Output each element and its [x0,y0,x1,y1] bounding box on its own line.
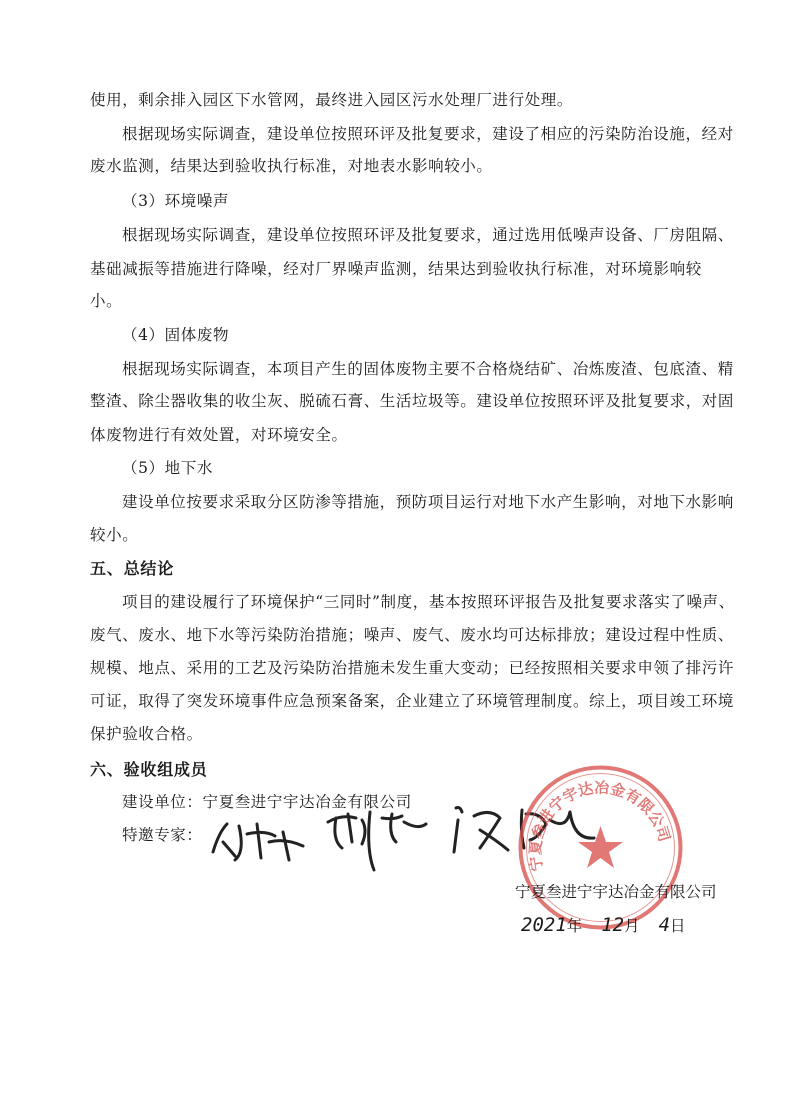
section-heading: 六、验收组成员 [90,760,208,779]
seal-star-icon [578,826,623,868]
paragraph-line: 基础减振等措施进行降噪，经对厂界噪声监测，结果达到验收执行标准，对环境影响较 [90,260,702,278]
seal-text: 宁夏叁进宁宇达冶金有限公司 [526,778,674,873]
section-heading: 五、总结论 [90,559,175,578]
paragraph-line: 建设单位按要求采取分区防渗等措施，预防项目运行对地下水产生影响，对地下水影响 [122,493,734,511]
paragraph-line: 项目的建设履行了环境保护“三同时”制度，基本按照环评报告及批复要求落实了噪声、 [122,593,735,611]
paragraph-line: 保护验收合格。 [90,725,203,743]
paragraph-line: 小。 [90,292,123,310]
section-subheading: （3）环境噪声 [122,192,230,210]
expert-signature-1 [205,812,315,867]
paragraph-line: 整渣、除尘器收集的收尘灰、脱硫石膏、生活垃圾等。建设单位按照环评及批复要求，对固 [90,392,735,410]
paragraph-line: 根据现场实际调查，本项目产生的固体废物主要不合格烧结矿、冶炼废渣、包底渣、精 [122,360,734,378]
expert-signature-2 [322,800,432,875]
section-subheading: （4）固体废物 [122,326,230,344]
date-year-unit: 年 [566,917,583,935]
paragraph-line: 使用，剩余排入园区下水管网，最终进入园区污水处理厂进行处理。 [90,91,574,109]
paragraph-line: 较小。 [90,526,139,544]
paragraph-line: 体废物进行有效处置，对环境安全。 [90,426,348,444]
invited-experts-label: 特邀专家： [122,826,203,844]
date-month: 12 [601,914,625,936]
date-month-unit: 月 [624,917,640,935]
date-day: 4 [658,914,671,936]
paragraph-line: 废气、废水、地下水等污染防治措施；噪声、废气、废水均可达标排放；建设过程中性质、 [90,626,735,644]
date-year: 2021 [521,914,567,936]
company-seal [513,760,688,935]
section-subheading: （5）地下水 [122,459,213,477]
paragraph-line: 可证，取得了突发环境事件应急预案备案，企业建立了环境管理制度。综上，项目竣工环境 [90,692,735,710]
paragraph-line: 根据现场实际调查，建设单位按照环评及批复要求，建设了相应的污染防治设施，经对 [122,125,734,143]
paragraph-line: 废水监测，结果达到验收执行标准，对地表水影响较小。 [90,157,493,175]
paragraph-line: 根据现场实际调查，建设单位按照环评及批复要求，通过选用低噪声设备、厂房阻隔、 [122,226,734,244]
date-day-unit: 日 [670,917,686,935]
paragraph-line: 规模、地点、采用的工艺及污染防治措施未发生重大变动；已经按照相关要求申领了排污许 [90,659,735,677]
construction-unit-line: 建设单位：宁夏叁进宁宇达冶金有限公司 [122,793,412,811]
signing-company: 宁夏叁进宁宇达冶金有限公司 [515,883,717,901]
signing-date [521,914,686,936]
